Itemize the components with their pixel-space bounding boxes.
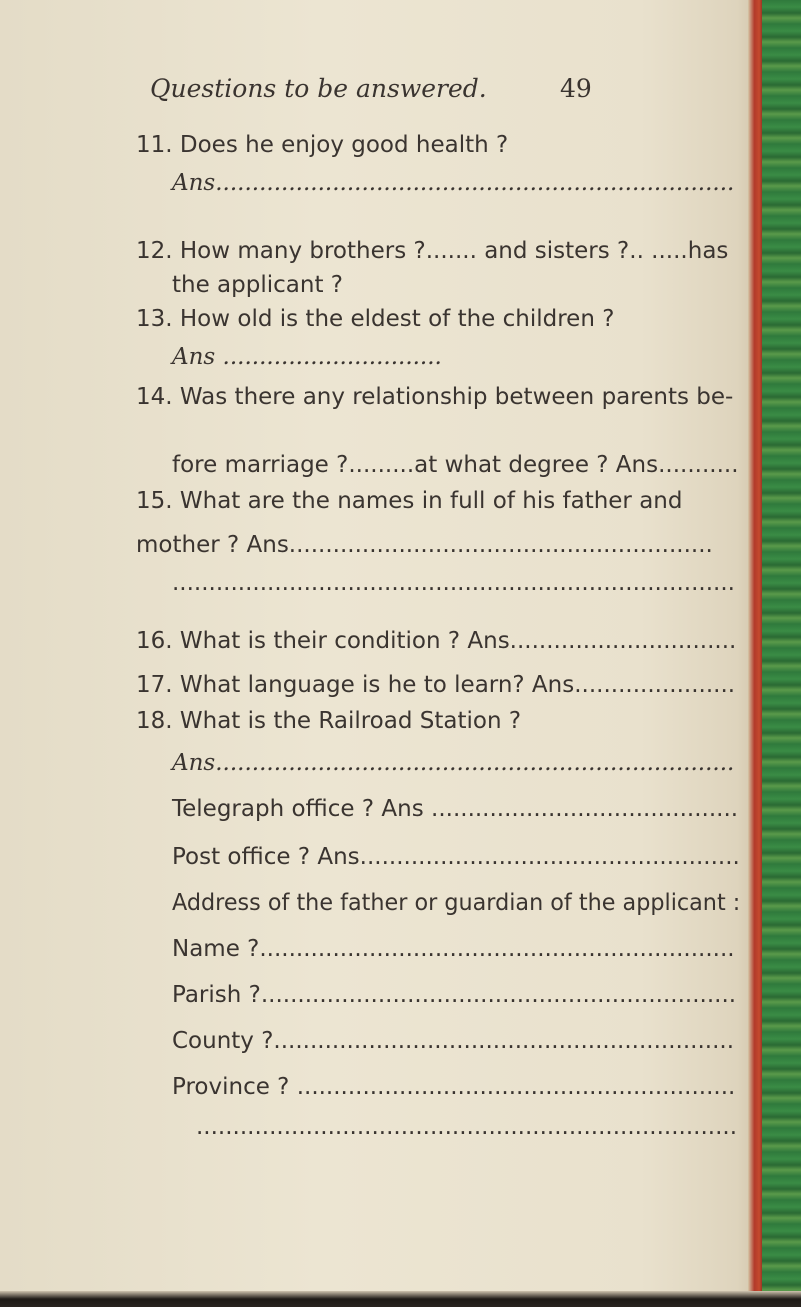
post-office-line: Post office ? Ans.................................................... <box>172 844 740 870</box>
bottom-shadow <box>0 1291 801 1307</box>
final-dotted-line: .......................................................................... <box>196 1114 738 1140</box>
question-11: 11. Does he enjoy good health ? <box>136 132 509 158</box>
name-line: Name ?................................................................. <box>172 936 735 962</box>
answer-line-11: Ans....................................................................... <box>172 170 735 196</box>
question-15-continued: mother ? Ans.......................................................... <box>136 532 713 558</box>
book-spine <box>762 0 801 1307</box>
page-number: 49 <box>560 74 592 103</box>
question-14: 14. Was there any relationship between parents be- <box>136 384 734 410</box>
province-line: Province ? ............................................................ <box>172 1074 736 1100</box>
question-18: 18. What is the Railroad Station ? <box>136 708 522 734</box>
answer-line-15: ............................................................................. <box>172 570 735 596</box>
telegraph-office-line: Telegraph office ? Ans .......................................... <box>172 796 739 822</box>
question-14-continued: fore marriage ?.........at what degree ? Ans........... <box>172 452 739 478</box>
question-12-continued: the applicant ? <box>172 272 343 298</box>
answer-line-18: Ans....................................................................... <box>172 750 735 776</box>
parish-line: Parish ?................................................................. <box>172 982 737 1008</box>
running-header <box>150 74 610 103</box>
address-heading: Address of the father or guardian of the applicant : <box>172 890 741 916</box>
answer-line-13: Ans .............................. <box>172 344 442 370</box>
county-line: County ?............................................................... <box>172 1028 735 1054</box>
question-15: 15. What are the names in full of his father and <box>136 488 683 514</box>
question-13: 13. How old is the eldest of the children ? <box>136 306 615 332</box>
question-16: 16. What is their condition ? Ans............................... <box>136 628 737 654</box>
header-title: Questions to be answered. <box>150 74 487 103</box>
question-12: 12. How many brothers ?....... and sisters ?.. .....has <box>136 238 729 264</box>
question-17: 17. What language is he to learn? Ans...................... <box>136 672 736 698</box>
